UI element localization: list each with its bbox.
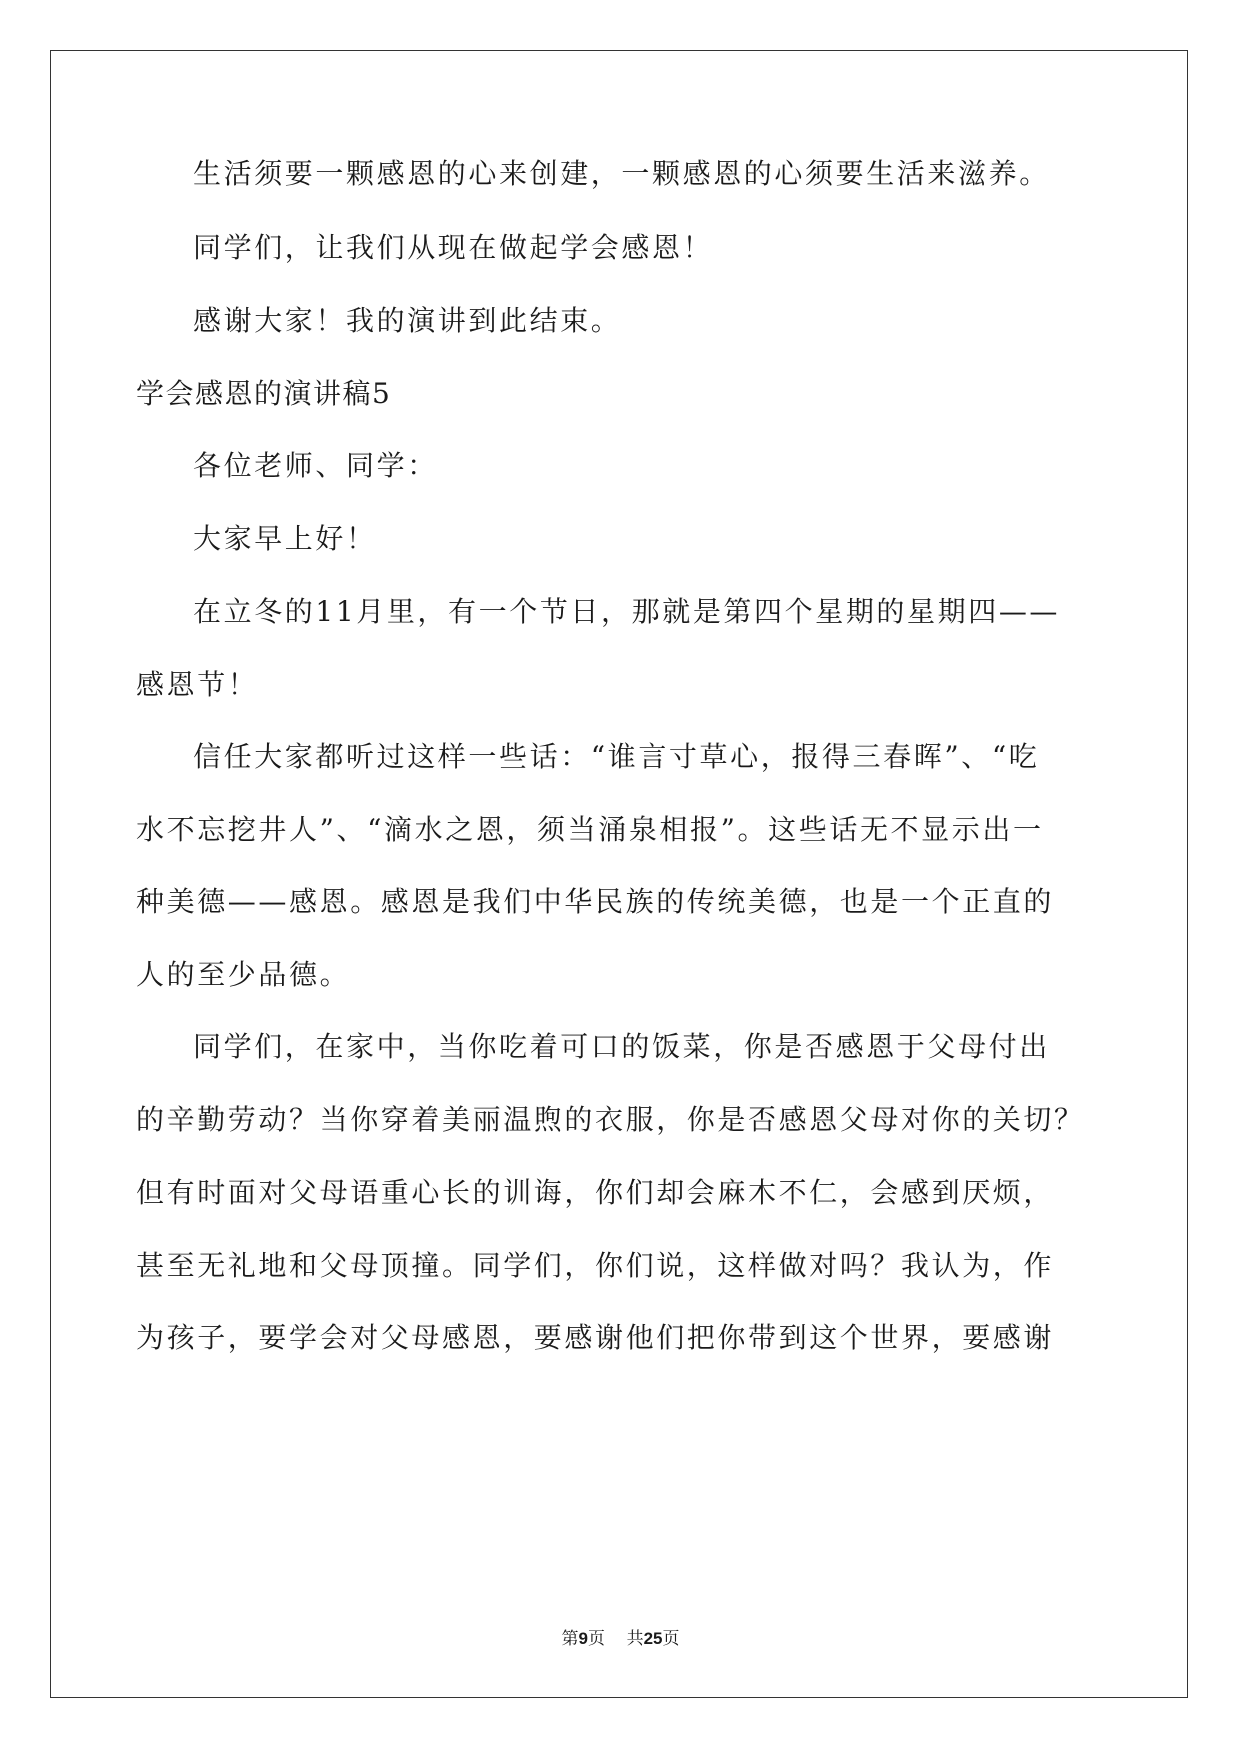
page-frame <box>50 50 1188 1698</box>
paragraph-line: 水不忘挖井人”、“滴水之恩，须当涌泉相报”。这些话无不显示出一 <box>136 813 1044 846</box>
page-label-prefix: 第 <box>561 1629 579 1649</box>
page-number: 9 <box>578 1629 588 1648</box>
paragraph-line: 种美德——感恩。感恩是我们中华民族的传统美德，也是一个正直的 <box>136 885 1055 918</box>
paragraph-line: 在立冬的11月里，有一个节日，那就是第四个星期的星期四—— <box>193 595 1061 628</box>
paragraph-line: 感恩节！ <box>136 668 259 701</box>
paragraph-line: 为孩子，要学会对父母感恩，要感谢他们把你带到这个世界，要感谢 <box>136 1321 1055 1354</box>
total-label-prefix: 共 <box>626 1629 644 1649</box>
total-label-suffix: 页 <box>662 1629 680 1649</box>
paragraph-line: 感谢大家！我的演讲到此结束。 <box>193 304 622 337</box>
page-footer <box>0 1624 1241 1649</box>
paragraph-line: 同学们，让我们从现在做起学会感恩！ <box>193 231 714 264</box>
paragraph-line: 信任大家都听过这样一些话：“谁言寸草心，报得三春晖”、“吃 <box>193 740 1040 773</box>
paragraph-line: 但有时面对父母语重心长的训诲，你们却会麻木不仁，会感到厌烦， <box>136 1176 1055 1209</box>
page-label-suffix: 页 <box>587 1629 605 1649</box>
paragraph-line: 人的至少品德。 <box>136 958 351 991</box>
paragraph-line: 各位老师、同学： <box>193 449 438 482</box>
paragraph-line: 甚至无礼地和父母顶撞。同学们，你们说，这样做对吗？我认为，作 <box>136 1249 1055 1282</box>
paragraph-line: 大家早上好！ <box>193 522 377 555</box>
paragraph-line: 同学们，在家中，当你吃着可口的饭菜，你是否感恩于父母付出 <box>193 1030 1050 1063</box>
paragraph-line: 生活须要一颗感恩的心来创建，一颗感恩的心须要生活来滋养。 <box>193 157 1050 190</box>
paragraph-line: 的辛勤劳动？当你穿着美丽温煦的衣服，你是否感恩父母对你的关切？ <box>136 1103 1085 1136</box>
section-heading: 学会感恩的演讲稿5 <box>136 377 392 410</box>
total-pages: 25 <box>643 1629 663 1648</box>
